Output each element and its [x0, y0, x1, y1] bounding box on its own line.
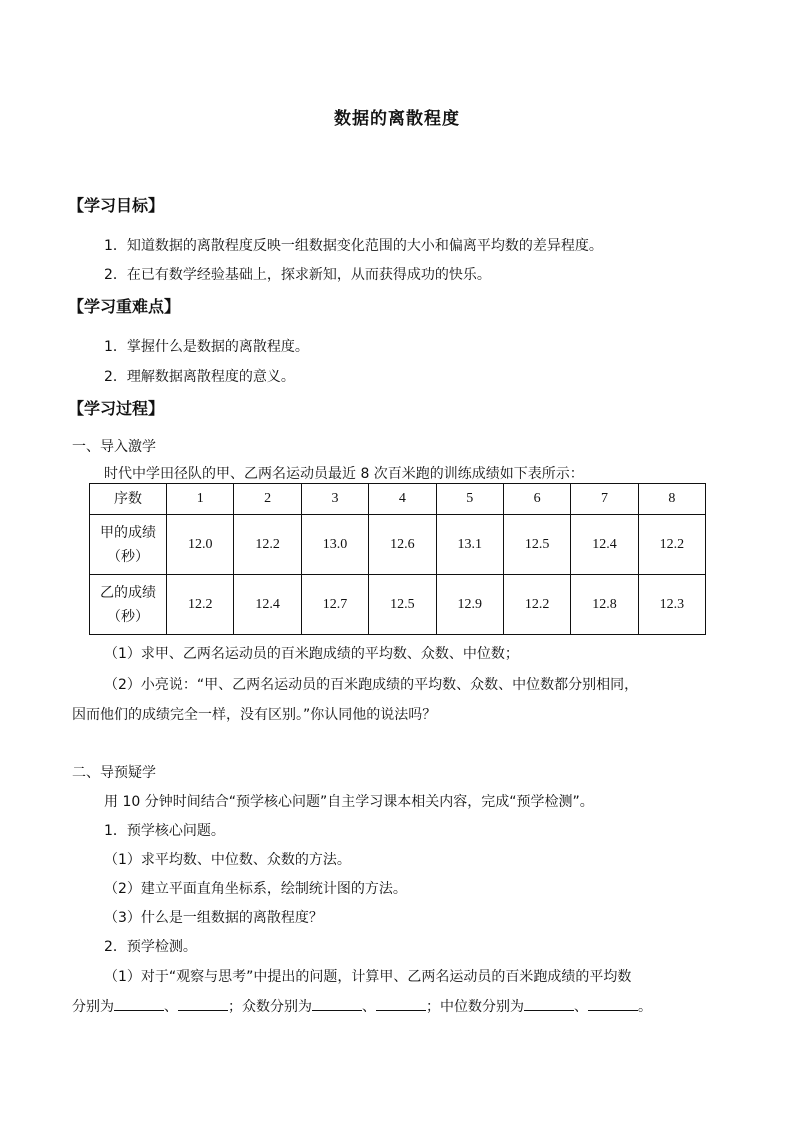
row-label-yi-line1: 乙的成绩: [100, 584, 156, 601]
table-row-yi: [90, 575, 706, 635]
table-row-jia: [90, 515, 706, 575]
table-col-header: 2: [234, 484, 301, 515]
table-col-header: 5: [436, 484, 503, 515]
check-title: 2．预学检测。: [104, 939, 197, 955]
table-col-header: 3: [301, 484, 368, 515]
check-question-1-line2: [72, 996, 652, 1016]
text-segment: 分别为: [72, 999, 114, 1015]
blank-mode-jia[interactable]: [312, 996, 362, 1011]
part1-intro: 时代中学田径队的甲、乙两名运动员最近 8 次百米跑的训练成绩如下表所示：: [104, 466, 584, 482]
table-cell: 12.2: [638, 515, 705, 575]
blank-mean-yi[interactable]: [178, 996, 228, 1011]
table-cell: 12.4: [234, 575, 301, 635]
table-header-row: [90, 484, 706, 515]
separator: 、: [164, 999, 178, 1015]
part1-title: 一、导入激学: [72, 439, 156, 455]
core-question-1: （1）求平均数、中位数、众数的方法。: [104, 852, 351, 868]
core-question-2: （2）建立平面直角坐标系，绘制统计图的方法。: [104, 881, 407, 897]
table-cell: 12.9: [436, 575, 503, 635]
table-cell: 12.6: [369, 515, 436, 575]
table-cell: 12.7: [301, 575, 368, 635]
row-label-yi: [90, 575, 167, 635]
table-cell: 12.2: [234, 515, 301, 575]
table-col-header: 7: [571, 484, 638, 515]
table-col-header: 4: [369, 484, 436, 515]
part1-question-2-line2: 因而他们的成绩完全一样，没有区别。”你认同他的说法吗？: [72, 707, 437, 723]
core-question-3: （3）什么是一组数据的离散程度？: [104, 910, 323, 926]
part1-question-1: （1）求甲、乙两名运动员的百米跑成绩的平均数、众数、中位数；: [104, 646, 519, 662]
table-cell: 13.1: [436, 515, 503, 575]
part2-title: 二、导预疑学: [72, 765, 156, 781]
blank-mean-jia[interactable]: [114, 996, 164, 1011]
blank-median-jia[interactable]: [524, 996, 574, 1011]
heading-key-points: 【学习重难点】: [68, 297, 181, 316]
heading-learning-goals: 【学习目标】: [68, 196, 165, 215]
goal-item-2: 2．在已有数学经验基础上，探求新知，从而获得成功的快乐。: [104, 267, 491, 283]
table-cell: 12.8: [571, 575, 638, 635]
row-label-jia-line2: （秒）: [107, 548, 149, 565]
text-segment: 。: [638, 999, 652, 1015]
separator: 、: [574, 999, 588, 1015]
table-cell: 13.0: [301, 515, 368, 575]
table-cell: 12.3: [638, 575, 705, 635]
check-question-1-line1: （1）对于“观察与思考”中提出的问题，计算甲、乙两名运动员的百米跑成绩的平均数: [104, 969, 632, 985]
table-col-header: 1: [167, 484, 234, 515]
table-col-header: 6: [503, 484, 570, 515]
table-cell: 12.5: [503, 515, 570, 575]
table-header-label: 序数: [90, 484, 167, 515]
table-cell: 12.5: [369, 575, 436, 635]
key-item-1: 1．掌握什么是数据的离散程度。: [104, 339, 309, 355]
heading-learning-process: 【学习过程】: [68, 399, 165, 418]
row-label-jia-line1: 甲的成绩: [100, 524, 156, 541]
scores-table: [89, 483, 706, 635]
page-title: 数据的离散程度: [334, 109, 460, 129]
table-cell: 12.2: [167, 575, 234, 635]
table-cell: 12.2: [503, 575, 570, 635]
text-segment: ；中位数分别为: [426, 999, 524, 1015]
table-cell: 12.0: [167, 515, 234, 575]
row-label-jia: [90, 515, 167, 575]
goal-item-1: 1．知道数据的离散程度反映一组数据变化范围的大小和偏离平均数的差异程度。: [104, 238, 603, 254]
blank-mode-yi[interactable]: [376, 996, 426, 1011]
row-label-yi-line2: （秒）: [107, 608, 149, 625]
core-questions-title: 1．预学核心问题。: [104, 823, 225, 839]
part1-question-2-line1: （2）小亮说：“甲、乙两名运动员的百米跑成绩的平均数、众数、中位数都分别相同，: [104, 677, 639, 693]
separator: 、: [362, 999, 376, 1015]
key-item-2: 2．理解数据离散程度的意义。: [104, 369, 295, 385]
part2-intro: 用 10 分钟时间结合“预学核心问题”自主学习课本相关内容，完成“预学检测”。: [104, 794, 594, 810]
blank-median-yi[interactable]: [588, 996, 638, 1011]
table-cell: 12.4: [571, 515, 638, 575]
text-segment: ；众数分别为: [228, 999, 312, 1015]
table-col-header: 8: [638, 484, 705, 515]
